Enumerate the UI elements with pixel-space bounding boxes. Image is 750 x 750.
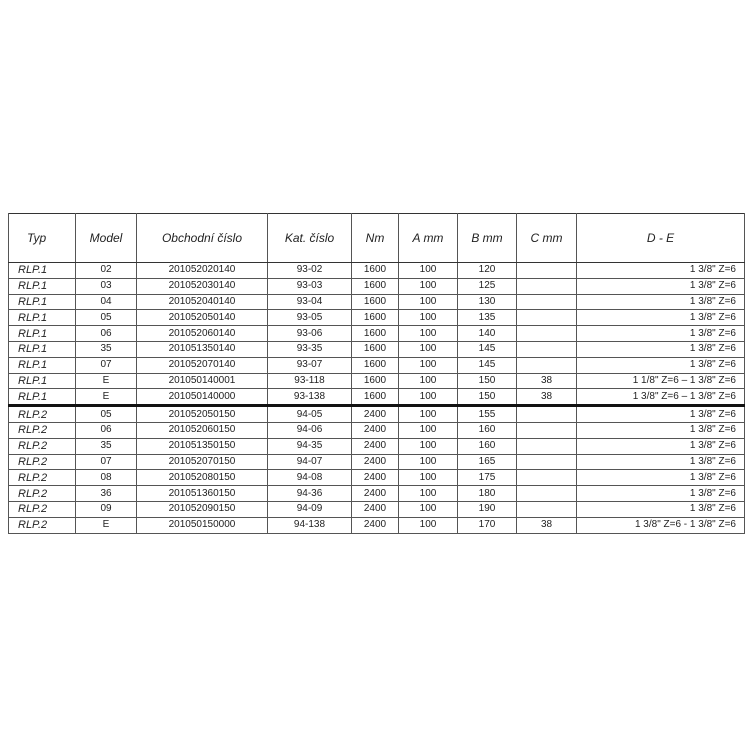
table-row — [9, 326, 745, 342]
cell-a-mm: 100 — [399, 310, 458, 326]
cell-b-mm: 150 — [458, 373, 517, 389]
cell-model: 08 — [76, 470, 137, 486]
cell-c-mm — [517, 294, 577, 310]
cell-nm: 2400 — [352, 454, 399, 470]
cell-nm: 1600 — [352, 373, 399, 389]
cell-model: 35 — [76, 341, 137, 357]
cell-c-mm — [517, 278, 577, 294]
cell-nm: 1600 — [352, 294, 399, 310]
cell-kat-cislo: 93-06 — [268, 326, 352, 342]
cell-obchodni-cislo: 201052060150 — [137, 422, 268, 438]
cell-d-e: 1 3/8" Z=6 — [577, 486, 745, 502]
cell-a-mm: 100 — [399, 486, 458, 502]
cell-b-mm: 180 — [458, 486, 517, 502]
cell-nm: 2400 — [352, 406, 399, 423]
cell-model: 05 — [76, 310, 137, 326]
cell-nm: 2400 — [352, 422, 399, 438]
cell-a-mm: 100 — [399, 278, 458, 294]
cell-typ: RLP.2 — [9, 517, 76, 533]
cell-a-mm: 100 — [399, 341, 458, 357]
cell-b-mm: 175 — [458, 470, 517, 486]
cell-typ: RLP.2 — [9, 438, 76, 454]
cell-d-e: 1 3/8" Z=6 — [577, 422, 745, 438]
cell-b-mm: 150 — [458, 389, 517, 406]
header-a-mm: A mm — [399, 214, 458, 263]
cell-typ: RLP.1 — [9, 357, 76, 373]
cell-model: E — [76, 517, 137, 533]
cell-d-e: 1 3/8" Z=6 — [577, 438, 745, 454]
cell-kat-cislo: 94-35 — [268, 438, 352, 454]
cell-model: 35 — [76, 438, 137, 454]
cell-kat-cislo: 93-118 — [268, 373, 352, 389]
cell-b-mm: 120 — [458, 263, 517, 279]
cell-typ: RLP.1 — [9, 278, 76, 294]
cell-b-mm: 155 — [458, 406, 517, 423]
cell-kat-cislo: 94-05 — [268, 406, 352, 423]
table-row — [9, 422, 745, 438]
cell-nm: 1600 — [352, 357, 399, 373]
cell-a-mm: 100 — [399, 470, 458, 486]
cell-b-mm: 140 — [458, 326, 517, 342]
cell-model: E — [76, 373, 137, 389]
cell-d-e: 1 3/8" Z=6 — [577, 357, 745, 373]
cell-nm: 1600 — [352, 278, 399, 294]
cell-nm: 1600 — [352, 326, 399, 342]
table-row — [9, 263, 745, 279]
cell-d-e: 1 3/8" Z=6 — [577, 341, 745, 357]
cell-kat-cislo: 93-04 — [268, 294, 352, 310]
table-row — [9, 278, 745, 294]
cell-typ: RLP.2 — [9, 486, 76, 502]
cell-c-mm — [517, 470, 577, 486]
cell-c-mm: 38 — [517, 373, 577, 389]
cell-kat-cislo: 94-06 — [268, 422, 352, 438]
header-obchodni-cislo: Obchodní číslo — [137, 214, 268, 263]
cell-c-mm — [517, 486, 577, 502]
cell-model: 06 — [76, 422, 137, 438]
cell-c-mm — [517, 357, 577, 373]
cell-c-mm: 38 — [517, 517, 577, 533]
header-typ: Typ — [9, 214, 76, 263]
cell-nm: 1600 — [352, 389, 399, 406]
cell-c-mm — [517, 438, 577, 454]
cell-obchodni-cislo: 201050150000 — [137, 517, 268, 533]
header-c-mm: C mm — [517, 214, 577, 263]
table-row — [9, 517, 745, 533]
cell-c-mm — [517, 326, 577, 342]
cell-obchodni-cislo: 201051350140 — [137, 341, 268, 357]
cell-obchodni-cislo: 201052090150 — [137, 501, 268, 517]
table-row — [9, 357, 745, 373]
cell-d-e: 1 3/8" Z=6 — [577, 326, 745, 342]
cell-model: 03 — [76, 278, 137, 294]
table-row — [9, 310, 745, 326]
table-row — [9, 486, 745, 502]
cell-obchodni-cislo: 201052080150 — [137, 470, 268, 486]
cell-d-e: 1 3/8" Z=6 - 1 3/8" Z=6 — [577, 517, 745, 533]
table-row — [9, 501, 745, 517]
cell-c-mm — [517, 454, 577, 470]
cell-model: 04 — [76, 294, 137, 310]
cell-typ: RLP.2 — [9, 406, 76, 423]
cell-a-mm: 100 — [399, 294, 458, 310]
cell-obchodni-cislo: 201052030140 — [137, 278, 268, 294]
cell-nm: 2400 — [352, 501, 399, 517]
table-row — [9, 373, 745, 389]
header-b-mm: B mm — [458, 214, 517, 263]
table-row — [9, 438, 745, 454]
header-d-e: D - E — [577, 214, 745, 263]
cell-d-e: 1 1/8" Z=6 – 1 3/8" Z=6 — [577, 373, 745, 389]
table-row — [9, 341, 745, 357]
cell-c-mm — [517, 501, 577, 517]
cell-c-mm — [517, 263, 577, 279]
cell-obchodni-cislo: 201052060140 — [137, 326, 268, 342]
cell-model: 05 — [76, 406, 137, 423]
cell-typ: RLP.1 — [9, 373, 76, 389]
cell-model: 07 — [76, 454, 137, 470]
cell-model: 06 — [76, 326, 137, 342]
cell-obchodni-cislo: 201051350150 — [137, 438, 268, 454]
cell-kat-cislo: 94-07 — [268, 454, 352, 470]
cell-kat-cislo: 94-138 — [268, 517, 352, 533]
cell-obchodni-cislo: 201051360150 — [137, 486, 268, 502]
cell-kat-cislo: 93-138 — [268, 389, 352, 406]
cell-b-mm: 135 — [458, 310, 517, 326]
cell-typ: RLP.2 — [9, 454, 76, 470]
cell-obchodni-cislo: 201052050140 — [137, 310, 268, 326]
table-row — [9, 389, 745, 406]
table-body — [9, 263, 745, 534]
cell-kat-cislo: 94-09 — [268, 501, 352, 517]
cell-typ: RLP.2 — [9, 470, 76, 486]
table-row — [9, 406, 745, 423]
cell-c-mm — [517, 422, 577, 438]
cell-typ: RLP.1 — [9, 294, 76, 310]
cell-c-mm — [517, 310, 577, 326]
cell-model: 09 — [76, 501, 137, 517]
cell-model: 36 — [76, 486, 137, 502]
cell-kat-cislo: 93-05 — [268, 310, 352, 326]
cell-b-mm: 170 — [458, 517, 517, 533]
cell-typ: RLP.1 — [9, 326, 76, 342]
cell-obchodni-cislo: 201052070140 — [137, 357, 268, 373]
cell-b-mm: 160 — [458, 422, 517, 438]
cell-d-e: 1 3/8" Z=6 — [577, 310, 745, 326]
cell-nm: 1600 — [352, 310, 399, 326]
cell-obchodni-cislo: 201050140001 — [137, 373, 268, 389]
cell-a-mm: 100 — [399, 373, 458, 389]
cell-nm: 2400 — [352, 517, 399, 533]
cell-d-e: 1 3/8" Z=6 — [577, 278, 745, 294]
cell-a-mm: 100 — [399, 406, 458, 423]
cell-kat-cislo: 94-08 — [268, 470, 352, 486]
cell-c-mm — [517, 406, 577, 423]
cell-kat-cislo: 94-36 — [268, 486, 352, 502]
cell-model: 02 — [76, 263, 137, 279]
cell-a-mm: 100 — [399, 326, 458, 342]
table-row — [9, 454, 745, 470]
cell-b-mm: 130 — [458, 294, 517, 310]
cell-c-mm: 38 — [517, 389, 577, 406]
table-row — [9, 470, 745, 486]
cell-model: 07 — [76, 357, 137, 373]
cell-nm: 2400 — [352, 486, 399, 502]
cell-b-mm: 160 — [458, 438, 517, 454]
cell-a-mm: 100 — [399, 438, 458, 454]
cell-d-e: 1 3/8" Z=6 — [577, 294, 745, 310]
cell-d-e: 1 3/8" Z=6 — [577, 406, 745, 423]
header-row — [9, 214, 745, 263]
cell-obchodni-cislo: 201052040140 — [137, 294, 268, 310]
cell-b-mm: 165 — [458, 454, 517, 470]
cell-obchodni-cislo: 201052020140 — [137, 263, 268, 279]
cell-obchodni-cislo: 201052070150 — [137, 454, 268, 470]
cell-model: E — [76, 389, 137, 406]
cell-nm: 2400 — [352, 470, 399, 486]
cell-b-mm: 190 — [458, 501, 517, 517]
cell-d-e: 1 3/8" Z=6 – 1 3/8" Z=6 — [577, 389, 745, 406]
cell-a-mm: 100 — [399, 357, 458, 373]
header-kat-cislo: Kat. číslo — [268, 214, 352, 263]
cell-d-e: 1 3/8" Z=6 — [577, 470, 745, 486]
cell-typ: RLP.1 — [9, 341, 76, 357]
header-model: Model — [76, 214, 137, 263]
cell-c-mm — [517, 341, 577, 357]
cell-a-mm: 100 — [399, 501, 458, 517]
spec-table — [8, 213, 745, 534]
cell-nm: 2400 — [352, 438, 399, 454]
cell-a-mm: 100 — [399, 454, 458, 470]
header-nm: Nm — [352, 214, 399, 263]
cell-kat-cislo: 93-35 — [268, 341, 352, 357]
cell-typ: RLP.1 — [9, 389, 76, 406]
cell-a-mm: 100 — [399, 517, 458, 533]
spec-table-container — [8, 213, 744, 534]
cell-a-mm: 100 — [399, 389, 458, 406]
table-row — [9, 294, 745, 310]
cell-b-mm: 145 — [458, 341, 517, 357]
cell-b-mm: 125 — [458, 278, 517, 294]
cell-b-mm: 145 — [458, 357, 517, 373]
cell-obchodni-cislo: 201050140000 — [137, 389, 268, 406]
cell-a-mm: 100 — [399, 422, 458, 438]
cell-obchodni-cislo: 201052050150 — [137, 406, 268, 423]
cell-a-mm: 100 — [399, 263, 458, 279]
cell-nm: 1600 — [352, 341, 399, 357]
cell-kat-cislo: 93-02 — [268, 263, 352, 279]
cell-d-e: 1 3/8" Z=6 — [577, 501, 745, 517]
cell-typ: RLP.1 — [9, 263, 76, 279]
cell-typ: RLP.1 — [9, 310, 76, 326]
cell-nm: 1600 — [352, 263, 399, 279]
cell-d-e: 1 3/8" Z=6 — [577, 454, 745, 470]
cell-typ: RLP.2 — [9, 501, 76, 517]
cell-d-e: 1 3/8" Z=6 — [577, 263, 745, 279]
cell-kat-cislo: 93-03 — [268, 278, 352, 294]
cell-kat-cislo: 93-07 — [268, 357, 352, 373]
cell-typ: RLP.2 — [9, 422, 76, 438]
